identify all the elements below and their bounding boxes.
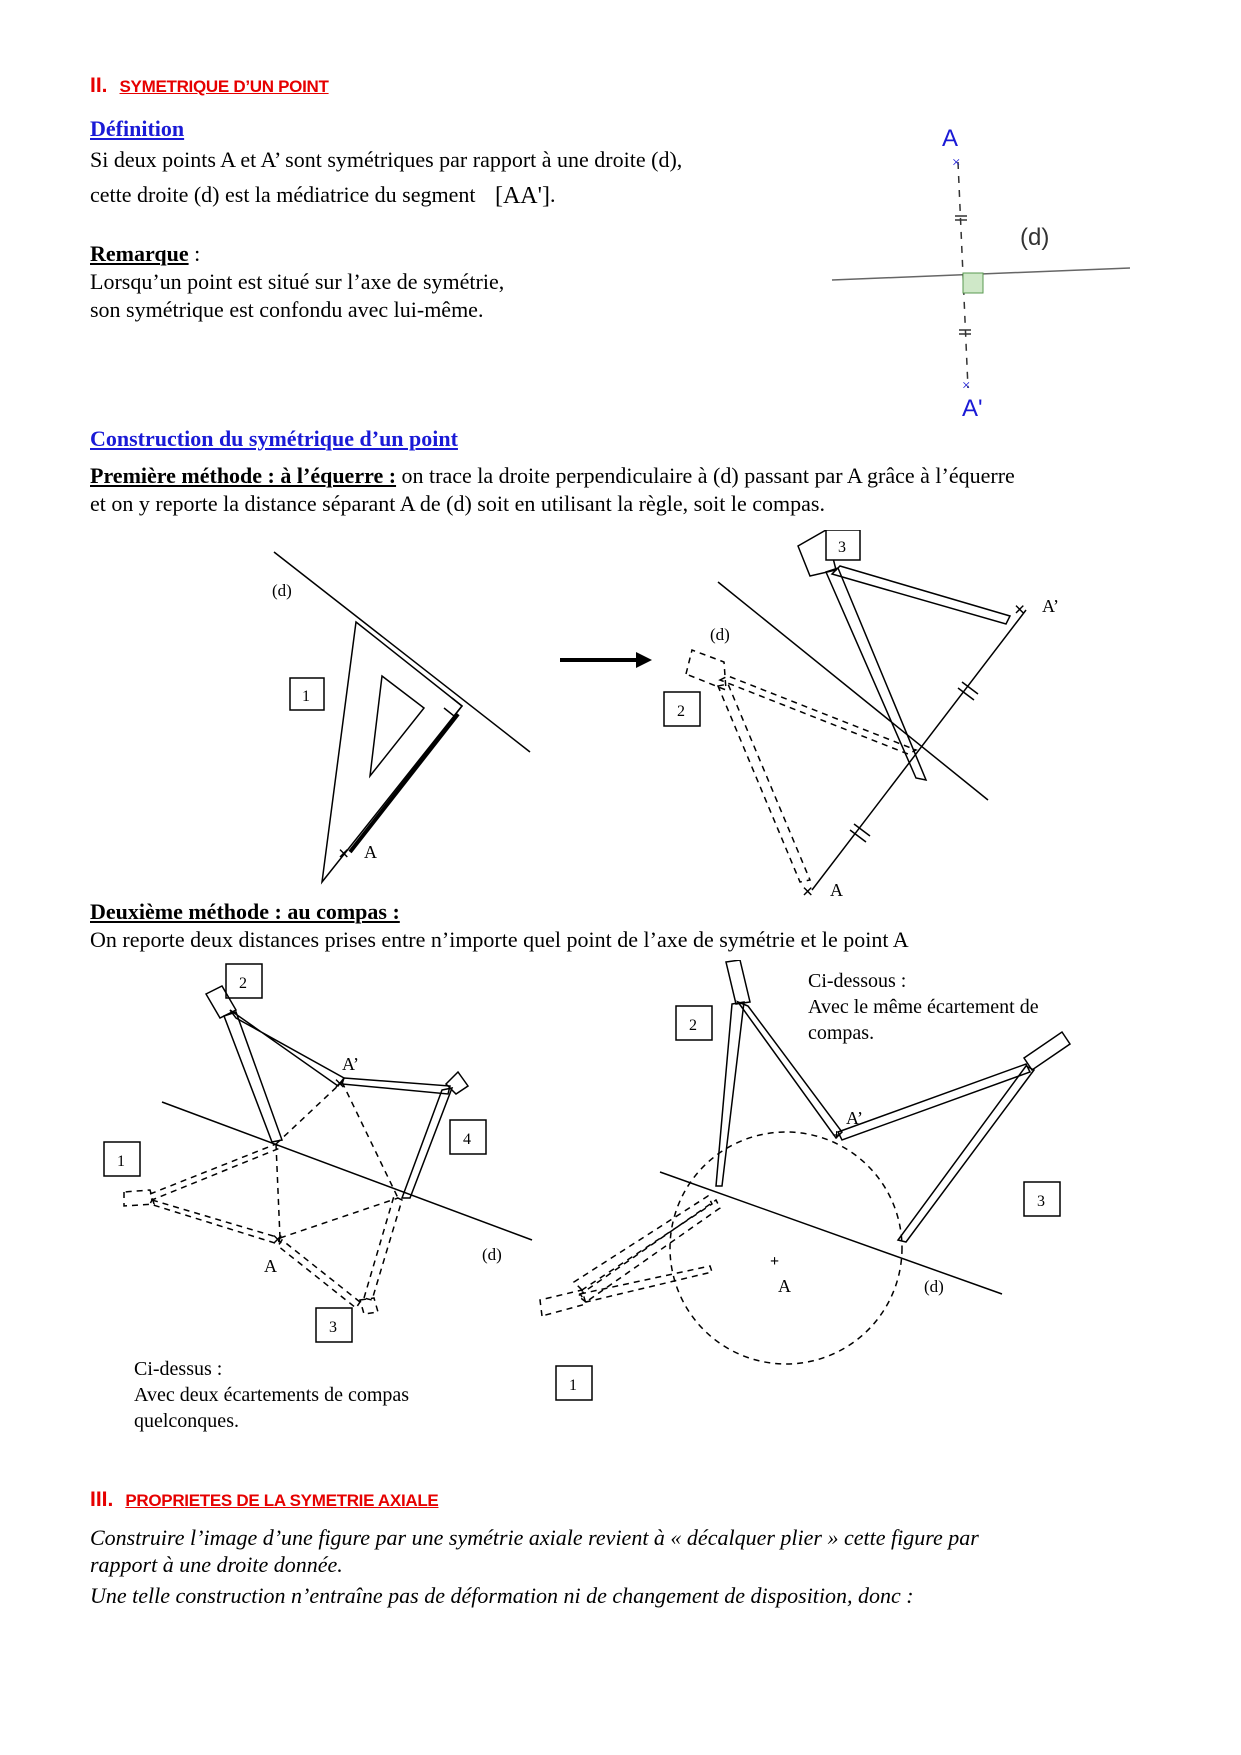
m2-right-compass2-leg-1 (716, 1002, 744, 1186)
m1-left-axis-d (274, 552, 530, 752)
remark-heading-text: Remarque (90, 241, 189, 266)
segment-label: AA' (502, 183, 542, 209)
m2-left-compass3-head (360, 1298, 378, 1314)
m1-right-angle (444, 698, 462, 716)
m1-right-axis-d (718, 582, 988, 800)
cross-a: × (952, 155, 961, 171)
definition-line-2-text: cette droite (d) est la médiatrice du segment (90, 182, 476, 207)
m2-left-dash-2 (276, 1082, 342, 1144)
m2-right-caption-line-2: Avec le même écartement de (808, 996, 1039, 1018)
label-a: A (942, 125, 959, 152)
m1-right-cross-a: × (802, 881, 814, 900)
m1-step1-label: 1 (302, 688, 310, 705)
right-angle-marker (963, 273, 983, 293)
m2-right-caption-line-1: Ci-dessous : (808, 970, 907, 992)
m2-right-compass2-head (726, 960, 750, 1004)
m2-left-compass4-leg-1 (342, 1078, 450, 1094)
m2-left-cross-a: × (272, 1229, 284, 1251)
m2-right-step3-label: 3 (1037, 1193, 1045, 1210)
definition-line-2: cette droite (d) est la médiatrice du segment [AA']. (90, 182, 556, 209)
section-3-title (90, 1488, 438, 1512)
method2-line: On reporte deux distances prises entre n’importe quel point de l’axe de symétrie et le point A (90, 927, 909, 952)
m2-right-caption (808, 968, 1039, 1046)
m2-right-label-a: A (778, 1276, 791, 1296)
m2-right-caption-line-3: compas. (808, 1022, 875, 1044)
m2-left-label-a: A (264, 1256, 277, 1276)
m2-right-label-a-prime: A’ (846, 1108, 863, 1128)
m1-arrow-head (636, 652, 652, 668)
m2-left-compass3-leg-2 (278, 1240, 360, 1308)
definition-line-1: Si deux points A et A’ sont symétriques par rapport à une droite (d), (90, 147, 683, 172)
m2-left-compass2-leg-1 (224, 1012, 282, 1142)
m1-compass3-leg-2 (832, 566, 1010, 624)
m2-right-compass3-leg-1 (838, 1064, 1030, 1140)
m2-left-step3-label: 3 (329, 1319, 337, 1336)
section-2-number: II. (90, 74, 108, 97)
m2-left-dash-1 (276, 1144, 280, 1238)
definition-heading: Définition (90, 116, 185, 141)
m2-right-compass1-leg-3 (574, 1196, 712, 1290)
method1-line-1 (90, 462, 1150, 490)
segment-notation: [AA'] (494, 183, 550, 209)
symmetry-figure (820, 110, 1140, 430)
m2-right-step1-label: 1 (569, 1377, 577, 1394)
m2-left-compass1-head (124, 1190, 154, 1206)
m2-left-cross-a-prime: × (334, 1073, 346, 1095)
section-3-number: III. (90, 1488, 114, 1511)
m2-right-step2-label: 2 (689, 1017, 697, 1034)
remark-line-2: son symétrique est confondu avec lui-même. (90, 297, 484, 322)
method2-heading (90, 898, 400, 926)
m1-left-label-a: A (364, 842, 377, 862)
m2-right-label-d: (d) (924, 1277, 944, 1296)
section-2-name: SYMETRIQUE D’UN POINT (119, 77, 329, 96)
method1-line-2: et on y reporte la distance séparant A de (d) soit en utilisant la règle, soit le compas. (90, 491, 825, 516)
section-3-line-3: Une telle construction n’entraîne pas de déformation ni de changement de disposition, donc : (90, 1583, 914, 1608)
m2-right-compass1-leg-1 (580, 1266, 712, 1302)
cross-a-prime: × (962, 378, 971, 394)
construction-heading: Construction du symétrique d’un point (90, 426, 458, 451)
m2-left-compass4-leg-2 (402, 1088, 452, 1198)
m2-left-caption (134, 1356, 409, 1434)
m2-left-step4-label: 4 (463, 1131, 471, 1148)
m1-right-label-d: (d) (710, 625, 730, 644)
m2-left-compass3-leg-1 (364, 1196, 402, 1300)
section-3-line-1: Construire l’image d’une figure par une symétrie axiale revient à « décalquer plier » cette figure par (90, 1525, 979, 1550)
m2-left-compass1-leg-2 (150, 1200, 280, 1244)
m2-left-caption-line-2: Avec deux écartements de compas (134, 1384, 410, 1406)
m2-right-axis-d (660, 1172, 1002, 1294)
method2-heading-text: Deuxième méthode : au compas : (90, 899, 400, 924)
m2-left-step1-label: 1 (117, 1153, 125, 1170)
m1-compass2-leg-2 (718, 684, 810, 882)
m2-left-step2-label: 2 (239, 975, 247, 992)
remark-heading (90, 240, 200, 268)
m2-left-caption-line-1: Ci-dessus : (134, 1358, 223, 1380)
m1-step3-label: 3 (838, 539, 846, 556)
section-2-title (90, 74, 329, 98)
m2-left-label-a-prime: A’ (342, 1054, 359, 1074)
m2-right-cross-a: + (770, 1253, 780, 1270)
m2-left-label-d: (d) (482, 1245, 502, 1264)
remark-colon: : (188, 241, 201, 266)
m2-right-dashed-circle (670, 1132, 902, 1364)
method1-figure (0, 530, 1241, 900)
m2-right-cross-a-prime: + (832, 1127, 842, 1144)
method1-heading: Première méthode : à l’équerre : (90, 463, 397, 488)
m1-right-cross-a-prime: × (1014, 599, 1026, 621)
section-3-line-2: rapport à une droite donnée. (90, 1552, 343, 1577)
m1-right-perpendicular (812, 610, 1026, 890)
method1-line-1-text: on trace la droite perpendiculaire à (d) passant par A grâce à l’équerre (396, 463, 1015, 488)
m1-left-cross-a: × (338, 843, 350, 865)
m2-right-compass3-leg-2 (898, 1066, 1034, 1242)
m1-right-label-a: A (830, 880, 843, 900)
m1-compass3-leg-1 (826, 568, 926, 780)
remark-line-1: Lorsqu’un point est situé sur l’axe de symétrie, (90, 269, 505, 294)
m2-left-caption-line-3: quelconques. (134, 1410, 239, 1432)
label-a-prime: A' (962, 395, 983, 422)
m1-right-label-a-prime: A’ (1042, 596, 1059, 616)
m1-compass2-leg-1 (720, 676, 916, 754)
m2-left-dash-3 (342, 1082, 398, 1198)
m2-left-dash-4 (280, 1198, 398, 1238)
m2-left-compass1-leg-1 (150, 1144, 280, 1200)
section-3-name: PROPRIETES DE LA SYMETRIE AXIALE (125, 1491, 439, 1510)
m1-step2-label: 2 (677, 703, 685, 720)
set-square-inner (370, 676, 424, 776)
m1-left-label-d: (d) (272, 581, 292, 600)
label-d: (d) (1020, 224, 1050, 251)
m1-compass2-head (686, 650, 726, 690)
m1-perpendicular-segment (350, 714, 458, 852)
